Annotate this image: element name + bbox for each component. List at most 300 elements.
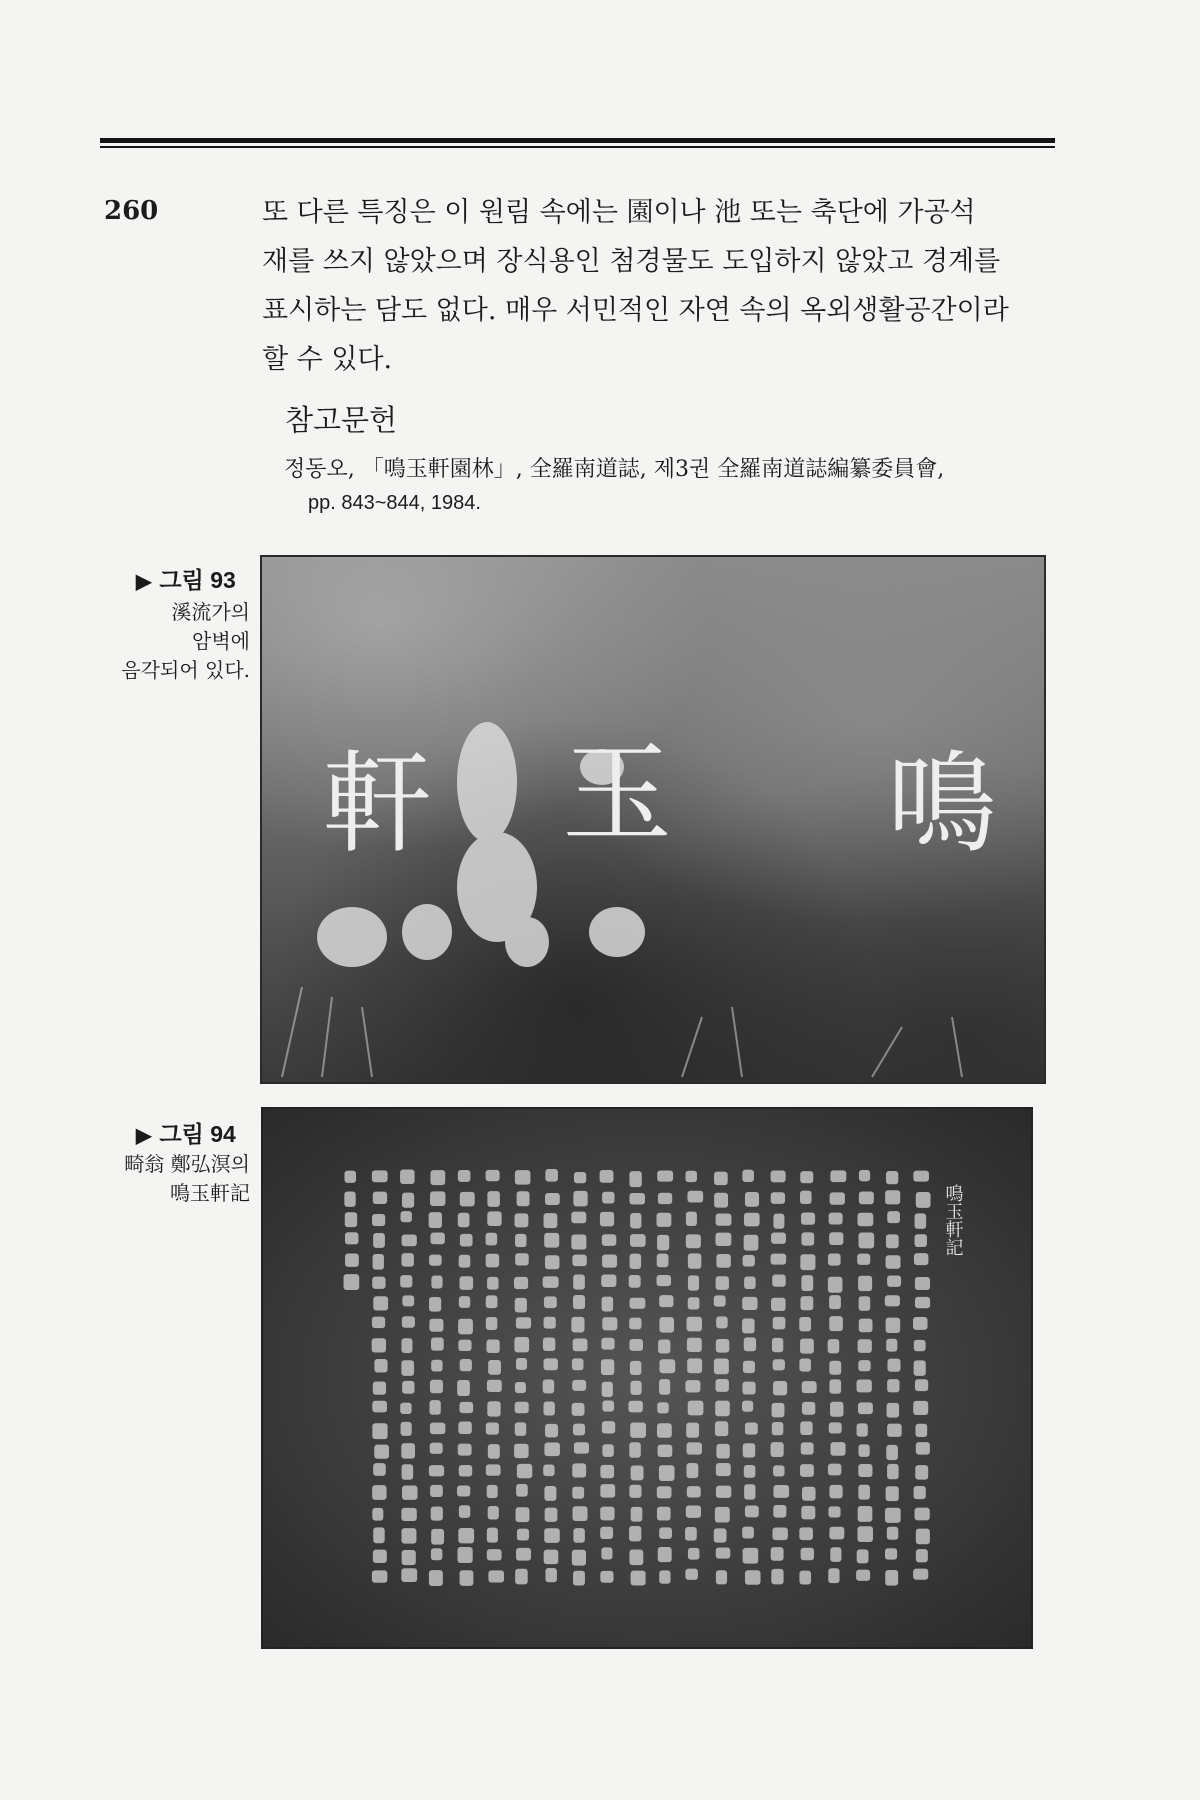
calligraphy-glyph (858, 1506, 873, 1522)
calligraphy-glyph (487, 1211, 501, 1226)
calligraphy-glyph (887, 1403, 900, 1418)
calligraphy-glyph (488, 1570, 504, 1582)
calligraphy-glyph (372, 1423, 387, 1439)
calligraphy-glyph (400, 1169, 415, 1183)
body-paragraph (262, 188, 1062, 384)
triangle-arrow-icon: ▶ (136, 571, 152, 593)
calligraphy-glyph (431, 1276, 442, 1289)
calligraphy-glyph (574, 1172, 586, 1183)
reference-entry-pages: pp. 843~844, 1984. (308, 492, 481, 514)
calligraphy-glyph (828, 1464, 841, 1476)
calligraphy-glyph (374, 1445, 389, 1459)
calligraphy-glyph (401, 1338, 412, 1353)
calligraphy-glyph (544, 1296, 557, 1308)
calligraphy-glyph (688, 1401, 704, 1416)
calligraphy-glyph (374, 1359, 387, 1372)
calligraphy-glyph (657, 1423, 672, 1437)
caption-line: 溪流가의 (171, 600, 250, 624)
calligraphy-glyph (886, 1171, 898, 1184)
calligraphy-glyph (571, 1235, 586, 1250)
caption-line: 畸翁 鄭弘溟의 (124, 1152, 250, 1176)
calligraphy-glyph (857, 1254, 870, 1265)
calligraphy-glyph (431, 1338, 444, 1351)
calligraphy-glyph (742, 1170, 754, 1182)
calligraphy-glyph (773, 1465, 784, 1476)
calligraphy-glyph (401, 1568, 417, 1582)
calligraphy-glyph (915, 1297, 930, 1308)
calligraphy-glyph (572, 1380, 586, 1391)
calligraphy-glyph (602, 1444, 613, 1457)
calligraphy-glyph (600, 1507, 614, 1521)
page-number: 260 (104, 196, 159, 226)
calligraphy-glyph (886, 1486, 899, 1501)
paragraph-line: 재를 쓰지 않았으며 장식용인 첨경물도 도입하지 않았고 경계를 (262, 246, 1001, 277)
header-rule-thick (100, 138, 1055, 143)
calligraphy-glyph (514, 1277, 528, 1289)
calligraphy-glyph (516, 1507, 530, 1522)
calligraphy-glyph (573, 1528, 584, 1543)
calligraphy-glyph (744, 1235, 759, 1251)
calligraphy-glyph (742, 1297, 757, 1310)
calligraphy-glyph (600, 1571, 613, 1583)
calligraphy-glyph (344, 1274, 360, 1290)
calligraphy-glyph (913, 1171, 929, 1182)
calligraphy-glyph (487, 1528, 498, 1543)
calligraphy-glyph (602, 1401, 614, 1412)
calligraphy-glyph (745, 1570, 761, 1584)
calligraphy-glyph (885, 1190, 900, 1204)
calligraphy-glyph (372, 1170, 388, 1182)
calligraphy-glyph (773, 1505, 786, 1518)
calligraphy-glyph (373, 1254, 384, 1270)
figure-94-label-text: 그림 94 (159, 1121, 236, 1147)
calligraphy-glyph (744, 1484, 755, 1499)
calligraphy-glyph (545, 1169, 558, 1182)
calligraphy-glyph (431, 1548, 442, 1560)
calligraphy-glyph (916, 1192, 931, 1208)
calligraphy-glyph (858, 1402, 873, 1414)
calligraphy-glyph (885, 1548, 897, 1559)
calligraphy-glyph (745, 1192, 759, 1207)
calligraphy-glyph (658, 1547, 672, 1562)
calligraphy-glyph (913, 1317, 928, 1330)
calligraphy-glyph (714, 1295, 726, 1306)
calligraphy-glyph (372, 1485, 386, 1500)
calligraphy-glyph (373, 1527, 384, 1543)
calligraphy-glyph (373, 1296, 388, 1310)
calligraphy-glyph (459, 1505, 470, 1518)
calligraphy-glyph (828, 1277, 843, 1293)
calligraphy-glyph (744, 1276, 756, 1289)
calligraphy-glyph (431, 1506, 443, 1520)
figure-93-label-text: 그림 93 (159, 567, 236, 593)
calligraphy-glyph (913, 1401, 928, 1415)
calligraphy-glyph (573, 1571, 585, 1586)
calligraphy-glyph (543, 1338, 555, 1351)
calligraphy-glyph (830, 1442, 845, 1456)
calligraphy-glyph (629, 1485, 641, 1498)
calligraphy-glyph (658, 1193, 672, 1204)
calligraphy-glyph (802, 1402, 815, 1415)
calligraphy-glyph (373, 1192, 387, 1204)
calligraphy-glyph (486, 1170, 500, 1181)
calligraphy-glyph (887, 1379, 899, 1392)
calligraphy-glyph (801, 1213, 815, 1225)
calligraphy-glyph (430, 1380, 443, 1394)
figure-93-caption (121, 598, 250, 685)
calligraphy-glyph (657, 1507, 671, 1521)
calligraphy-glyph (457, 1485, 470, 1496)
calligraphy-glyph (857, 1213, 873, 1227)
calligraphy-glyph (629, 1275, 641, 1288)
calligraphy-glyph (686, 1234, 701, 1248)
calligraphy-glyph (458, 1170, 471, 1182)
calligraphy-glyph (402, 1316, 415, 1328)
calligraphy-glyph (459, 1255, 471, 1268)
calligraphy-glyph (515, 1170, 531, 1184)
calligraphy-glyph (345, 1253, 359, 1266)
calligraphy-glyph (628, 1401, 642, 1413)
calligraphy-glyph (771, 1254, 787, 1265)
calligraphy-glyph (885, 1570, 898, 1586)
calligraphy-glyph (543, 1402, 554, 1416)
calligraphy-glyph (517, 1191, 530, 1206)
calligraphy-glyph (859, 1191, 874, 1204)
calligraphy-glyph (659, 1527, 672, 1538)
calligraphy-glyph (829, 1485, 842, 1499)
calligraphy-glyph (572, 1403, 585, 1416)
calligraphy-glyph (458, 1319, 473, 1335)
calligraphy-glyph (429, 1570, 443, 1586)
calligraphy-glyph (657, 1171, 673, 1182)
calligraphy-glyph (799, 1317, 811, 1331)
calligraphy-glyph (602, 1255, 617, 1268)
calligraphy-glyph (572, 1255, 586, 1266)
calligraphy-glyph (630, 1422, 646, 1437)
calligraphy-glyph (543, 1276, 559, 1288)
calligraphy-glyph (629, 1318, 641, 1330)
calligraphy-glyph (486, 1317, 498, 1330)
calligraphy-glyph (885, 1508, 901, 1523)
triangle-arrow-icon: ▶ (136, 1125, 152, 1147)
calligraphy-glyph (402, 1485, 418, 1499)
calligraphy-glyph (630, 1234, 646, 1247)
calligraphy-glyph (742, 1318, 755, 1333)
calligraphy-glyph (431, 1529, 444, 1545)
calligraphy-glyph (460, 1570, 474, 1586)
calligraphy-glyph (458, 1444, 472, 1456)
calligraphy-glyph (915, 1213, 927, 1229)
calligraphy-glyph (572, 1487, 584, 1499)
calligraphy-glyph (629, 1339, 643, 1351)
calligraphy-glyph (771, 1233, 786, 1244)
calligraphy-glyph (657, 1275, 671, 1286)
calligraphy-glyph (914, 1486, 926, 1499)
calligraphy-glyph (801, 1232, 814, 1245)
calligraphy-glyph (545, 1424, 558, 1438)
calligraphy-glyph (857, 1526, 873, 1542)
calligraphy-glyph (429, 1212, 442, 1228)
calligraphy-glyph (402, 1381, 414, 1394)
calligraphy-glyph (544, 1528, 560, 1543)
calligraphy-glyph (372, 1317, 385, 1328)
calligraphy-glyph (915, 1508, 930, 1521)
calligraphy-glyph (430, 1191, 445, 1206)
calligraphy-glyph (516, 1484, 528, 1497)
calligraphy-glyph (487, 1401, 500, 1416)
calligraphy-glyph (829, 1316, 843, 1331)
calligraphy-glyph (574, 1442, 589, 1453)
calligraphy-glyph (913, 1569, 928, 1580)
calligraphy-glyph (771, 1547, 784, 1561)
calligraphy-glyph (771, 1170, 786, 1182)
calligraphy-glyph (800, 1421, 812, 1435)
calligraphy-glyph (829, 1361, 841, 1375)
calligraphy-glyph (515, 1402, 529, 1414)
calligraphy-glyph (687, 1317, 702, 1332)
calligraphy-glyph (886, 1255, 901, 1268)
calligraphy-glyph (601, 1275, 616, 1287)
calligraphy-glyph (771, 1442, 784, 1457)
calligraphy-glyph (629, 1549, 643, 1565)
calligraphy-glyph (915, 1465, 928, 1479)
calligraphy-glyph (543, 1379, 554, 1393)
calligraphy-glyph (629, 1193, 645, 1205)
calligraphy-glyph (657, 1486, 672, 1498)
calligraphy-glyph (799, 1571, 811, 1585)
calligraphy-glyph (659, 1359, 675, 1373)
calligraphy-glyph (914, 1340, 926, 1351)
calligraphy-glyph (688, 1275, 699, 1290)
calligraphy-glyph (401, 1508, 416, 1521)
calligraphy-glyph (602, 1297, 613, 1312)
calligraphy-glyph (515, 1422, 526, 1435)
calligraphy-glyph (716, 1339, 729, 1353)
calligraphy-glyph (686, 1212, 697, 1226)
inscription-title: 鳴玉軒記 (942, 1184, 964, 1256)
calligraphy-glyph (515, 1569, 528, 1585)
caption-line: 鳴玉軒記 (170, 1181, 250, 1205)
calligraphy-glyph (401, 1253, 413, 1266)
calligraphy-glyph (688, 1297, 700, 1309)
calligraphy-glyph (685, 1171, 697, 1182)
calligraphy-glyph (631, 1465, 644, 1480)
calligraphy-glyph (830, 1170, 846, 1182)
calligraphy-glyph (715, 1401, 730, 1417)
calligraphy-glyph (658, 1445, 673, 1457)
calligraphy-glyph (743, 1361, 755, 1373)
caption-line: 암벽에 (192, 629, 250, 653)
calligraphy-glyph (486, 1233, 498, 1246)
calligraphy-glyph (344, 1171, 356, 1183)
calligraphy-glyph (856, 1380, 871, 1393)
calligraphy-glyph (544, 1213, 558, 1228)
calligraphy-glyph (858, 1464, 872, 1477)
calligraphy-glyph (600, 1212, 614, 1227)
calligraphy-glyph (744, 1213, 760, 1227)
calligraphy-glyph (345, 1232, 358, 1244)
calligraphy-glyph (545, 1568, 556, 1582)
calligraphy-glyph (715, 1233, 731, 1246)
calligraphy-glyph (685, 1380, 700, 1392)
calligraphy-glyph (659, 1379, 670, 1395)
calligraphy-glyph (800, 1339, 814, 1354)
calligraphy-glyph (402, 1193, 414, 1208)
calligraphy-glyph (573, 1506, 588, 1521)
calligraphy-glyph (688, 1253, 701, 1268)
calligraphy-glyph (517, 1529, 529, 1541)
calligraphy-glyph (543, 1464, 554, 1476)
calligraphy-glyph (488, 1444, 500, 1459)
calligraphy-glyph (486, 1422, 499, 1434)
figure-93-label (136, 562, 236, 595)
calligraphy-glyph (659, 1570, 670, 1583)
header-rule-thin (100, 146, 1055, 148)
calligraphy-glyph (600, 1465, 614, 1478)
calligraphy-glyph (602, 1382, 613, 1397)
calligraphy-glyph (630, 1361, 641, 1375)
calligraphy-glyph (916, 1529, 930, 1545)
calligraphy-glyph (857, 1549, 869, 1563)
calligraphy-glyph (657, 1235, 669, 1251)
calligraphy-glyph (887, 1359, 900, 1372)
calligraphy-glyph (659, 1295, 673, 1307)
calligraphy-glyph (460, 1192, 475, 1207)
calligraphy-glyph (487, 1549, 502, 1560)
calligraphy-glyph (799, 1358, 811, 1371)
calligraphy-glyph (830, 1402, 843, 1417)
calligraphy-glyph (629, 1171, 641, 1187)
calligraphy-glyph (486, 1254, 499, 1268)
calligraphy-glyph (800, 1464, 814, 1477)
calligraphy-glyph (545, 1508, 558, 1522)
calligraphy-glyph (828, 1568, 839, 1583)
calligraphy-glyph (886, 1318, 901, 1333)
calligraphy-glyph (829, 1213, 843, 1225)
calligraphy-glyph (516, 1548, 531, 1561)
calligraphy-glyph (602, 1192, 614, 1204)
calligraphy-glyph (802, 1381, 817, 1393)
calligraphy-glyph (401, 1422, 412, 1436)
calligraphy-glyph (800, 1254, 815, 1270)
calligraphy-glyph (914, 1360, 926, 1375)
calligraphy-glyph (858, 1232, 874, 1248)
calligraphy-glyph (488, 1506, 499, 1519)
calligraphy-glyph (716, 1444, 729, 1459)
calligraphy-glyph (401, 1211, 412, 1222)
calligraphy-glyph (859, 1296, 871, 1311)
calligraphy-glyph (887, 1464, 899, 1479)
calligraphy-glyph (600, 1527, 613, 1539)
calligraphy-glyph (828, 1506, 840, 1517)
calligraphy-glyph (658, 1340, 670, 1354)
calligraphy-glyph (372, 1508, 383, 1521)
calligraphy-glyph (516, 1358, 527, 1370)
calligraphy-glyph (742, 1382, 755, 1395)
calligraphy-glyph (373, 1550, 387, 1563)
calligraphy-glyph (687, 1486, 701, 1497)
calligraphy-glyph (916, 1442, 930, 1454)
calligraphy-glyph (602, 1421, 615, 1433)
calligraphy-glyph (772, 1274, 785, 1286)
calligraphy-glyph (686, 1506, 701, 1518)
calligraphy-glyph (373, 1382, 386, 1395)
calligraphy-glyph (800, 1171, 813, 1183)
calligraphy-glyph (600, 1170, 614, 1183)
figure-94-photo-inscription-board (261, 1107, 1033, 1649)
calligraphy-glyph (771, 1192, 785, 1204)
calligraphy-glyph (829, 1527, 844, 1540)
calligraphy-glyph (517, 1464, 532, 1478)
calligraphy-glyph (429, 1319, 443, 1332)
calligraphy-glyph (545, 1255, 559, 1269)
calligraphy-glyph (887, 1275, 901, 1286)
calligraphy-glyph (544, 1442, 560, 1456)
calligraphy-glyph (429, 1255, 442, 1266)
calligraphy-glyph (401, 1528, 416, 1544)
calligraphy-glyph (430, 1423, 446, 1435)
calligraphy-glyph (630, 1298, 646, 1309)
calligraphy-glyph (714, 1172, 728, 1186)
calligraphy-glyph (572, 1463, 586, 1477)
calligraphy-glyph (773, 1485, 789, 1498)
calligraphy-glyph (773, 1317, 786, 1330)
calligraphy-glyph (687, 1442, 702, 1454)
calligraphy-glyph (772, 1528, 787, 1541)
calligraphy-glyph (828, 1253, 841, 1265)
calligraphy-glyph (714, 1193, 728, 1208)
calligraphy-glyph (715, 1507, 730, 1523)
calligraphy-glyph (601, 1547, 612, 1559)
calligraphy-glyph (344, 1192, 355, 1207)
calligraphy-glyph (858, 1276, 872, 1291)
calligraphy-glyph (856, 1570, 870, 1581)
calligraphy-glyph (657, 1213, 672, 1227)
calligraphy-glyph (544, 1486, 556, 1501)
calligraphy-glyph (571, 1317, 584, 1333)
calligraphy-glyph (401, 1443, 415, 1459)
calligraphy-glyph (515, 1213, 529, 1227)
calligraphy-glyph (631, 1571, 646, 1586)
calligraphy-glyph (771, 1569, 783, 1585)
calligraphy-glyph (515, 1253, 529, 1265)
calligraphy-glyph (402, 1295, 414, 1306)
calligraphy-glyph (716, 1463, 731, 1476)
calligraphy-glyph (915, 1277, 930, 1290)
paragraph-line: 표시하는 담도 없다. 매우 서민적인 자연 속의 옥외생활공간이라 (262, 295, 1009, 326)
calligraphy-glyph (886, 1339, 897, 1352)
calligraphy-glyph (830, 1192, 845, 1204)
calligraphy-glyph (659, 1317, 674, 1333)
calligraphy-glyph (401, 1360, 414, 1376)
calligraphy-glyph (515, 1298, 527, 1313)
calligraphy-glyph (716, 1486, 731, 1498)
calligraphy-glyph (801, 1275, 813, 1291)
calligraphy-glyph (858, 1360, 870, 1371)
calligraphy-glyph (573, 1274, 585, 1289)
calligraphy-glyph (602, 1317, 617, 1330)
calligraphy-glyph (487, 1380, 502, 1392)
caption-line: 음각되어 있다. (121, 658, 250, 682)
calligraphy-glyph (688, 1548, 700, 1560)
rock-carving-svg (262, 557, 1044, 1082)
calligraphy-glyph (458, 1340, 471, 1351)
calligraphy-glyph (602, 1234, 616, 1246)
calligraphy-glyph (601, 1338, 614, 1350)
calligraphy-glyph (857, 1423, 868, 1436)
calligraphy-glyph (373, 1233, 385, 1248)
calligraphy-glyph (514, 1444, 529, 1458)
